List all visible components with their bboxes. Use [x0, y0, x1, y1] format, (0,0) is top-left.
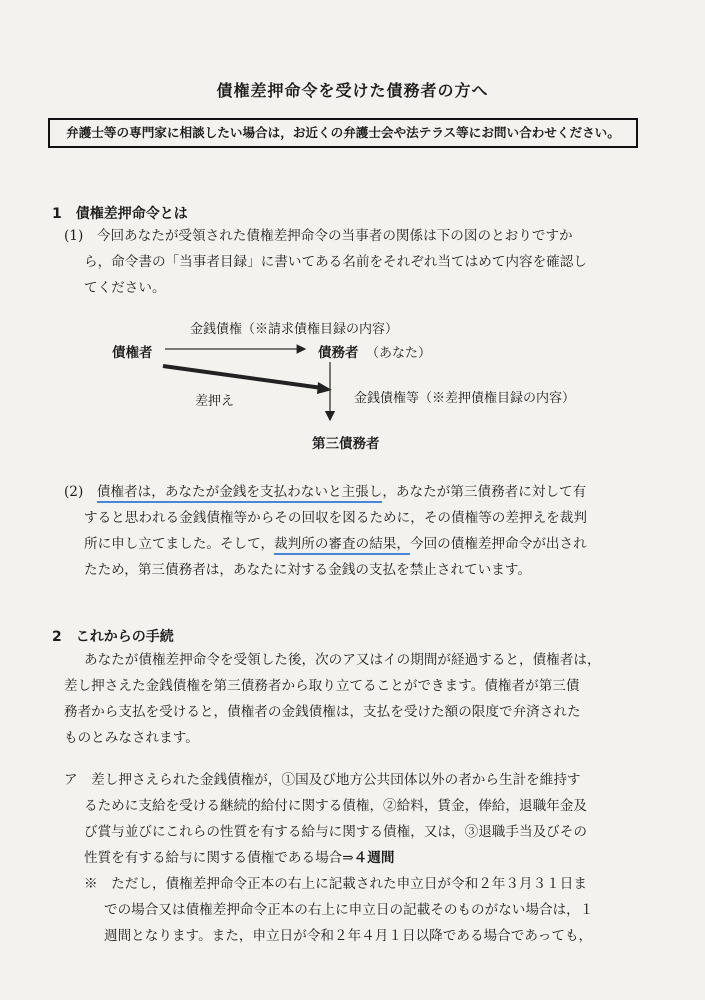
- four-weeks-emphasis: ４週間: [353, 850, 395, 866]
- diagram-attach-label: 差押え: [195, 394, 235, 409]
- s1-p1-line1: (1) 今回あなたが受領された債権差押命令の当事者の関係は下の図のとおりですか: [64, 228, 573, 244]
- s1-p2-line1: (2) 債権者は，あなたが金銭を支払わないと主張し，あなたが第三債務者に対して有: [64, 479, 586, 505]
- diagram-debtor: 債務者: [318, 345, 359, 361]
- s1-p2-line3: 所に申し立てました。そして，裁判所の審査の結果，今回の債権差押命令が出され: [84, 531, 587, 557]
- diagram-side-label: 金銭債権等（※差押債権目録の内容）: [354, 391, 576, 406]
- diagram-third-debtor: 第三債務者: [312, 436, 380, 452]
- diagram-top-label: 金銭債権（※請求債権目録の内容）: [190, 322, 399, 337]
- s1-p2-line2: すると思われる金銭債権等からその回収を図るために，その債権等の差押えを裁判: [84, 510, 587, 526]
- attachment-arrow: [163, 366, 322, 388]
- s2-p-line2: 差し押さえた金銭債権を第三債務者から取り立てることができます。債権者が第三債: [64, 678, 580, 694]
- s2-a-line1: ア 差し押さえられた金銭債権が，①国及び地方公共団体以外の者から生計を維持す: [64, 772, 581, 788]
- s2-p-line3: 務者から支払を受けると，債権者の金銭債権は，支払を受けた額の限度で弁済された: [64, 704, 581, 720]
- party-relationship-diagram: [0, 0, 705, 460]
- s2-a-line2: るために支給を受ける継続的給付に関する債権，②給料，賃金，俸給，退職年金及: [84, 798, 587, 814]
- diagram-creditor: 債権者: [112, 345, 153, 361]
- s2-a-line3: び賞与並びにこれらの性質を有する給与に関する債権，又は，③退職手当及びその: [84, 824, 587, 840]
- s1-p2-line4: たため，第三債務者は，あなたに対する金銭の支払を禁止されています。: [84, 562, 531, 578]
- diagram-debtor-note: （あなた）: [366, 346, 432, 361]
- section-2-heading: 2 これからの手続: [52, 629, 174, 645]
- underlined-claim: 債権者は，あなたが金銭を支払わないと主張し: [97, 484, 382, 503]
- s2-note-line1: ※ ただし，債権差押命令正本の右上に記載された申立日が令和２年３月３１日ま: [84, 876, 587, 892]
- s2-a-line4: 性質を有する給与に関する債権である場合⇒４週間: [84, 850, 395, 866]
- s2-note-line3: 週間となります。また，申立日が令和２年４月１日以降である場合であっても，: [104, 928, 593, 944]
- document-title: 債権差押命令を受けた債務者の方へ: [216, 81, 489, 100]
- s1-p1-line2: ら，命令書の「当事者目録」に書いてある名前をそれぞれ当てはめて内容を確認し: [84, 254, 587, 270]
- section-1-heading: 1 債権差押命令とは: [52, 206, 188, 222]
- s1-p1-line3: てください。: [84, 280, 166, 296]
- consultation-notice-box: 弁護士等の専門家に相談したい場合は，お近くの弁護士会や法テラス等にお問い合わせください。: [48, 118, 638, 148]
- s2-p-line1: あなたが債権差押命令を受領した後，次のア又はイの期間が経過すると，債権者は，: [84, 652, 601, 668]
- s2-p-line4: ものとみなされます。: [64, 730, 199, 746]
- underlined-court-review: 裁判所の審査の結果，: [274, 536, 410, 555]
- s2-note-line2: での場合又は債権差押命令正本の右上に申立日の記載そのものがない場合は，１: [104, 902, 594, 918]
